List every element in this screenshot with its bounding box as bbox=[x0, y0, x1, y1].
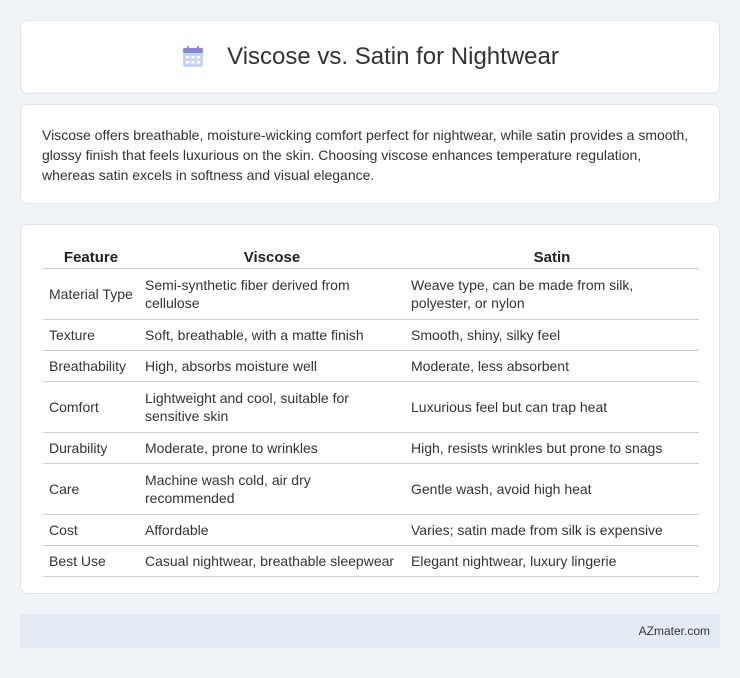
table-row bbox=[43, 546, 699, 577]
satin-cell: Moderate, less absorbent bbox=[405, 351, 699, 382]
footer-bar bbox=[20, 614, 720, 648]
table-header-row bbox=[43, 245, 699, 269]
viscose-cell: Semi-synthetic fiber derived from cellulose bbox=[139, 269, 405, 320]
viscose-cell: Casual nightwear, breathable sleepwear bbox=[139, 546, 405, 577]
viscose-cell: Affordable bbox=[139, 515, 405, 546]
feature-cell: Comfort bbox=[43, 382, 139, 433]
feature-cell: Durability bbox=[43, 433, 139, 464]
column-header-satin: Satin bbox=[405, 245, 699, 269]
intro-card bbox=[20, 104, 720, 204]
feature-cell: Material Type bbox=[43, 269, 139, 320]
feature-cell: Cost bbox=[43, 515, 139, 546]
table-row bbox=[43, 269, 699, 320]
feature-cell: Breathability bbox=[43, 351, 139, 382]
satin-cell: Elegant nightwear, luxury lingerie bbox=[405, 546, 699, 577]
table-row bbox=[43, 382, 699, 433]
title-card bbox=[20, 20, 720, 94]
column-header-feature: Feature bbox=[43, 245, 139, 269]
satin-cell: Gentle wash, avoid high heat bbox=[405, 464, 699, 515]
footer-brand[interactable]: AZmater.com bbox=[638, 624, 710, 638]
table-row bbox=[43, 351, 699, 382]
page-title: Viscose vs. Satin for Nightwear bbox=[227, 43, 559, 70]
table-row bbox=[43, 515, 699, 546]
table-card bbox=[20, 224, 720, 594]
title-wrap bbox=[181, 43, 559, 71]
table-row bbox=[43, 464, 699, 515]
viscose-cell: Moderate, prone to wrinkles bbox=[139, 433, 405, 464]
feature-cell: Texture bbox=[43, 320, 139, 351]
table-row bbox=[43, 320, 699, 351]
feature-cell: Best Use bbox=[43, 546, 139, 577]
feature-cell: Care bbox=[43, 464, 139, 515]
viscose-cell: High, absorbs moisture well bbox=[139, 351, 405, 382]
satin-cell: Smooth, shiny, silky feel bbox=[405, 320, 699, 351]
satin-cell: Weave type, can be made from silk, polyester, or nylon bbox=[405, 269, 699, 320]
column-header-viscose: Viscose bbox=[139, 245, 405, 269]
table-row bbox=[43, 433, 699, 464]
viscose-cell: Soft, breathable, with a matte finish bbox=[139, 320, 405, 351]
viscose-cell: Lightweight and cool, suitable for sensitive skin bbox=[139, 382, 405, 433]
comparison-table bbox=[43, 245, 699, 577]
satin-cell: Luxurious feel but can trap heat bbox=[405, 382, 699, 433]
satin-cell: Varies; satin made from silk is expensive bbox=[405, 515, 699, 546]
intro-paragraph: Viscose offers breathable, moisture-wicking comfort perfect for nightwear, while satin provides a smooth, glossy finish that feels luxurious on the skin. Choosing viscose enhances temperature regulation, whereas satin excels in softness and visual elegance. bbox=[42, 127, 689, 183]
calendar-icon bbox=[181, 45, 205, 69]
viscose-cell: Machine wash cold, air dry recommended bbox=[139, 464, 405, 515]
satin-cell: High, resists wrinkles but prone to snags bbox=[405, 433, 699, 464]
